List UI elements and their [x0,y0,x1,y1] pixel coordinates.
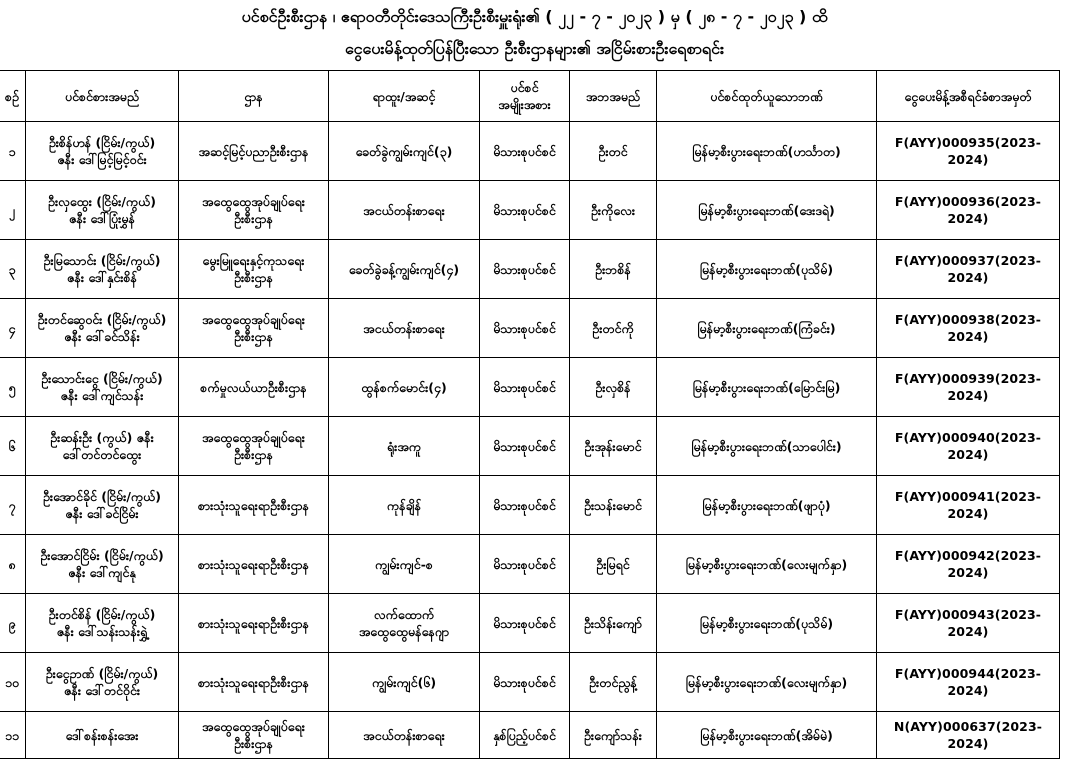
rank: ထွန်စက်မောင်း(၄) [329,358,480,417]
bank-name: မြန်မာ့စီးပွားရေးဘဏ်(ပုသိမ်) [657,594,877,653]
father-name: ဦးကျော်သန်း [570,712,657,759]
rank: အငယ်တန်းစာရေး [329,181,480,240]
department: စားသုံးသူရေးရာဦးစီးဌာန [179,653,329,712]
pension-type: မိသားစုပင်စင် [480,653,570,712]
pensioner-name: ဒေါ်စန်းစန်းအေး [26,712,179,759]
rank: ကျွမ်းကျင်(၆) [329,653,480,712]
table-row [0,712,1060,759]
bank-name: မြန်မာ့စီးပွားရေးဘဏ်(မြောင်းမြ) [657,358,877,417]
department: အထွေထွေအုပ်ချုပ်ရေး ဦးစီးဌာန [179,417,329,476]
pension-type: မိသားစုပင်စင် [480,181,570,240]
bank-name: မြန်မာ့စီးပွားရေးဘဏ်(လေးမျက်နှာ) [657,535,877,594]
father-name: ဦးဘစိန် [570,240,657,299]
permit-number: F(AYY)000936(2023-2024) [877,181,1060,240]
permit-number: F(AYY)000935(2023-2024) [877,122,1060,181]
pension-type: မိသားစုပင်စင် [480,122,570,181]
row-number: ၈ [0,535,26,594]
row-number: ၆ [0,417,26,476]
row-number: ၃ [0,240,26,299]
pension-type: နှစ်ပြည့်ပင်စင် [480,712,570,759]
department: အထွေထွေအုပ်ချုပ်ရေး ဦးစီးဌာန [179,299,329,358]
table-row [0,122,1060,181]
permit-number: F(AYY)000937(2023-2024) [877,240,1060,299]
department: အဆင့်မြင့်ပညာဦးစီးဌာန [179,122,329,181]
col-header-father-name: အဘအမည် [570,71,657,122]
table-row [0,240,1060,299]
father-name: ဦးကိုလေး [570,181,657,240]
pension-type: မိသားစုပင်စင် [480,299,570,358]
bank-name: မြန်မာ့စီးပွားရေးဘဏ်(ဖျာပုံ) [657,476,877,535]
document-title: ပင်စင်ဦးစီးဌာန ၊ ဧရာဝတီတိုင်းဒေသကြီးဦးစီးမှူးရုံး၏ ( ၂၂ - ၇ - ၂၀၂၃ ) မှ ( ၂၈ - ၇ - ၂၀၂၃ ) ထိ [241,7,828,26]
bank-name: မြန်မာ့စီးပွားရေးဘဏ်(သာပေါင်း) [657,417,877,476]
department: အထွေထွေအုပ်ချုပ်ရေး ဦးစီးဌာန [179,712,329,759]
table-row [0,358,1060,417]
table-header-row [0,71,1060,122]
rank: အငယ်တန်းစာရေး [329,712,480,759]
rank: ခေတ်ခွဲခန့်ကျွမ်းကျင်(၄) [329,240,480,299]
bank-name: မြန်မာ့စီးပွားရေးဘဏ်(ဟင်္သာတ) [657,122,877,181]
department: စားသုံးသူရေးရာဦးစီးဌာန [179,594,329,653]
father-name: ဦးလှစိန် [570,358,657,417]
permit-number: F(AYY)000943(2023-2024) [877,594,1060,653]
rank: ရုံးအကူ [329,417,480,476]
col-header-pension-type: ပင်စင် အမျိုးအစား [480,71,570,122]
rank: ခေတ်ခွဲကျွမ်းကျင်(၃) [329,122,480,181]
pensioner-name: ဦးလှထွေး (ငြိမ်း/ကွယ်) ဇနီး ဒေါ်ပြုံးမွှန် [26,181,179,240]
table-row [0,476,1060,535]
row-number: ၅ [0,358,26,417]
pensioner-name: ဦးတင်စိန် (ငြိမ်း/ကွယ်) ဇနီး ဒေါ်သန်းသန်းရွှဲ့ [26,594,179,653]
table-row [0,417,1060,476]
department: စားသုံးသူရေးရာဦးစီးဌာန [179,535,329,594]
bank-name: မြန်မာ့စီးပွားရေးဘဏ်(ကြံခင်း) [657,299,877,358]
bank-name: မြန်မာ့စီးပွားရေးဘဏ်(လေးမျက်နှာ) [657,653,877,712]
rank: အငယ်တန်းစာရေး [329,299,480,358]
rank: ကုန်ချိန် [329,476,480,535]
row-number: ၂ [0,181,26,240]
table-row [0,299,1060,358]
col-header-pensioner-name: ပင်စင်စားအမည် [26,71,179,122]
permit-number: F(AYY)000942(2023-2024) [877,535,1060,594]
row-number: ၁၁ [0,712,26,759]
col-header-permit-no: ငွေပေးမိန့်အစီရင်ခံစာအမှတ် [877,71,1060,122]
pensioner-name: ဦးအောင်ငြိမ်း (ငြိမ်း/ကွယ်) ဇနီး ဒေါ်ကျင်နု [26,535,179,594]
father-name: ဦးတင်ညွန့် [570,653,657,712]
rank: ကျွမ်းကျင်-စ [329,535,480,594]
table-row [0,535,1060,594]
department: စားသုံးသူရေးရာဦးစီးဌာန [179,476,329,535]
department: စက်မှုလယ်ယာဦးစီးဌာန [179,358,329,417]
pension-type: မိသားစုပင်စင် [480,535,570,594]
father-name: ဦးတင်ကို [570,299,657,358]
pensioner-name: ဦးမြသောင်း (ငြိမ်း/ကွယ်) ဇနီး ဒေါ်နှင်းစိန် [26,240,179,299]
bank-name: မြန်မာ့စီးပွားရေးဘဏ်(ဒေးဒရဲ) [657,181,877,240]
pensioner-name: ဦးအောင်ခိုင် (ငြိမ်း/ကွယ်) ဇနီး ဒေါ်ခင်ငြိမ်း [26,476,179,535]
pension-type: မိသားစုပင်စင် [480,594,570,653]
pension-type: မိသားစုပင်စင် [480,358,570,417]
row-number: ၉ [0,594,26,653]
permit-number: F(AYY)000940(2023-2024) [877,417,1060,476]
table-row [0,653,1060,712]
table-row [0,181,1060,240]
row-number: ၁ [0,122,26,181]
rank: လက်ထောက် အထွေထွေမန်နေဂျာ [329,594,480,653]
col-header-no: စဉ် [0,71,26,122]
permit-number: F(AYY)000944(2023-2024) [877,653,1060,712]
department: မွေးမြူရေးနှင့်ကုသရေး ဦးစီးဌာန [179,240,329,299]
pension-type: မိသားစုပင်စင် [480,240,570,299]
bank-name: မြန်မာ့စီးပွားရေးဘဏ်(အိမ်မဲ) [657,712,877,759]
father-name: ဦးတင် [570,122,657,181]
father-name: ဦးသိန်းကျော် [570,594,657,653]
department: အထွေထွေအုပ်ချုပ်ရေး ဦးစီးဌာန [179,181,329,240]
pensioner-name: ဦးစိန်ဟန် (ငြိမ်း/ကွယ်) ဇနီး ဒေါ်မြင့်မြင့်ဝင်း [26,122,179,181]
table-row [0,594,1060,653]
permit-number: F(AYY)000939(2023-2024) [877,358,1060,417]
pension-table [0,70,1060,759]
permit-number: F(AYY)000938(2023-2024) [877,299,1060,358]
pensioner-name: ဦးငွေဥာဏ် (ငြိမ်း/ကွယ်) ဇနီး ဒေါ်တင်ဝိုင်း [26,653,179,712]
father-name: ဦးအုန်းမောင် [570,417,657,476]
pensioner-name: ဦးသောင်းငွေ (ငြိမ်း/ကွယ်) ဇနီး ဒေါ်ကျင်သန်း [26,358,179,417]
permit-number: F(AYY)000941(2023-2024) [877,476,1060,535]
row-number: ၇ [0,476,26,535]
col-header-rank: ရာထူး/အဆင့် [329,71,480,122]
document-subtitle: ငွေပေးမိန့်ထုတ်ပြန်ပြီးသော ဦးစီးဌာနများ၏ အငြိမ်းစားဦးရေစာရင်း [344,39,725,58]
col-header-department: ဌာန [179,71,329,122]
pensioner-name: ဦးတင်ဆွေဝင်း (ငြိမ်း/ကွယ်) ဇနီး ဒေါ်ခင်သိန်း [26,299,179,358]
row-number: ၁၀ [0,653,26,712]
col-header-bank: ပင်စင်ထုတ်ယူသောဘဏ် [657,71,877,122]
row-number: ၄ [0,299,26,358]
father-name: ဦးမြရင် [570,535,657,594]
bank-name: မြန်မာ့စီးပွားရေးဘဏ်(ပုသိမ်) [657,240,877,299]
pension-type: မိသားစုပင်စင် [480,417,570,476]
pensioner-name: ဦးဆန်းဦး (ကွယ်) ဇနီး ဒေါ်တင်တင်ထွေး [26,417,179,476]
permit-number: N(AYY)000637(2023-2024) [877,712,1060,759]
pension-type: မိသားစုပင်စင် [480,476,570,535]
father-name: ဦးသန်းမောင် [570,476,657,535]
